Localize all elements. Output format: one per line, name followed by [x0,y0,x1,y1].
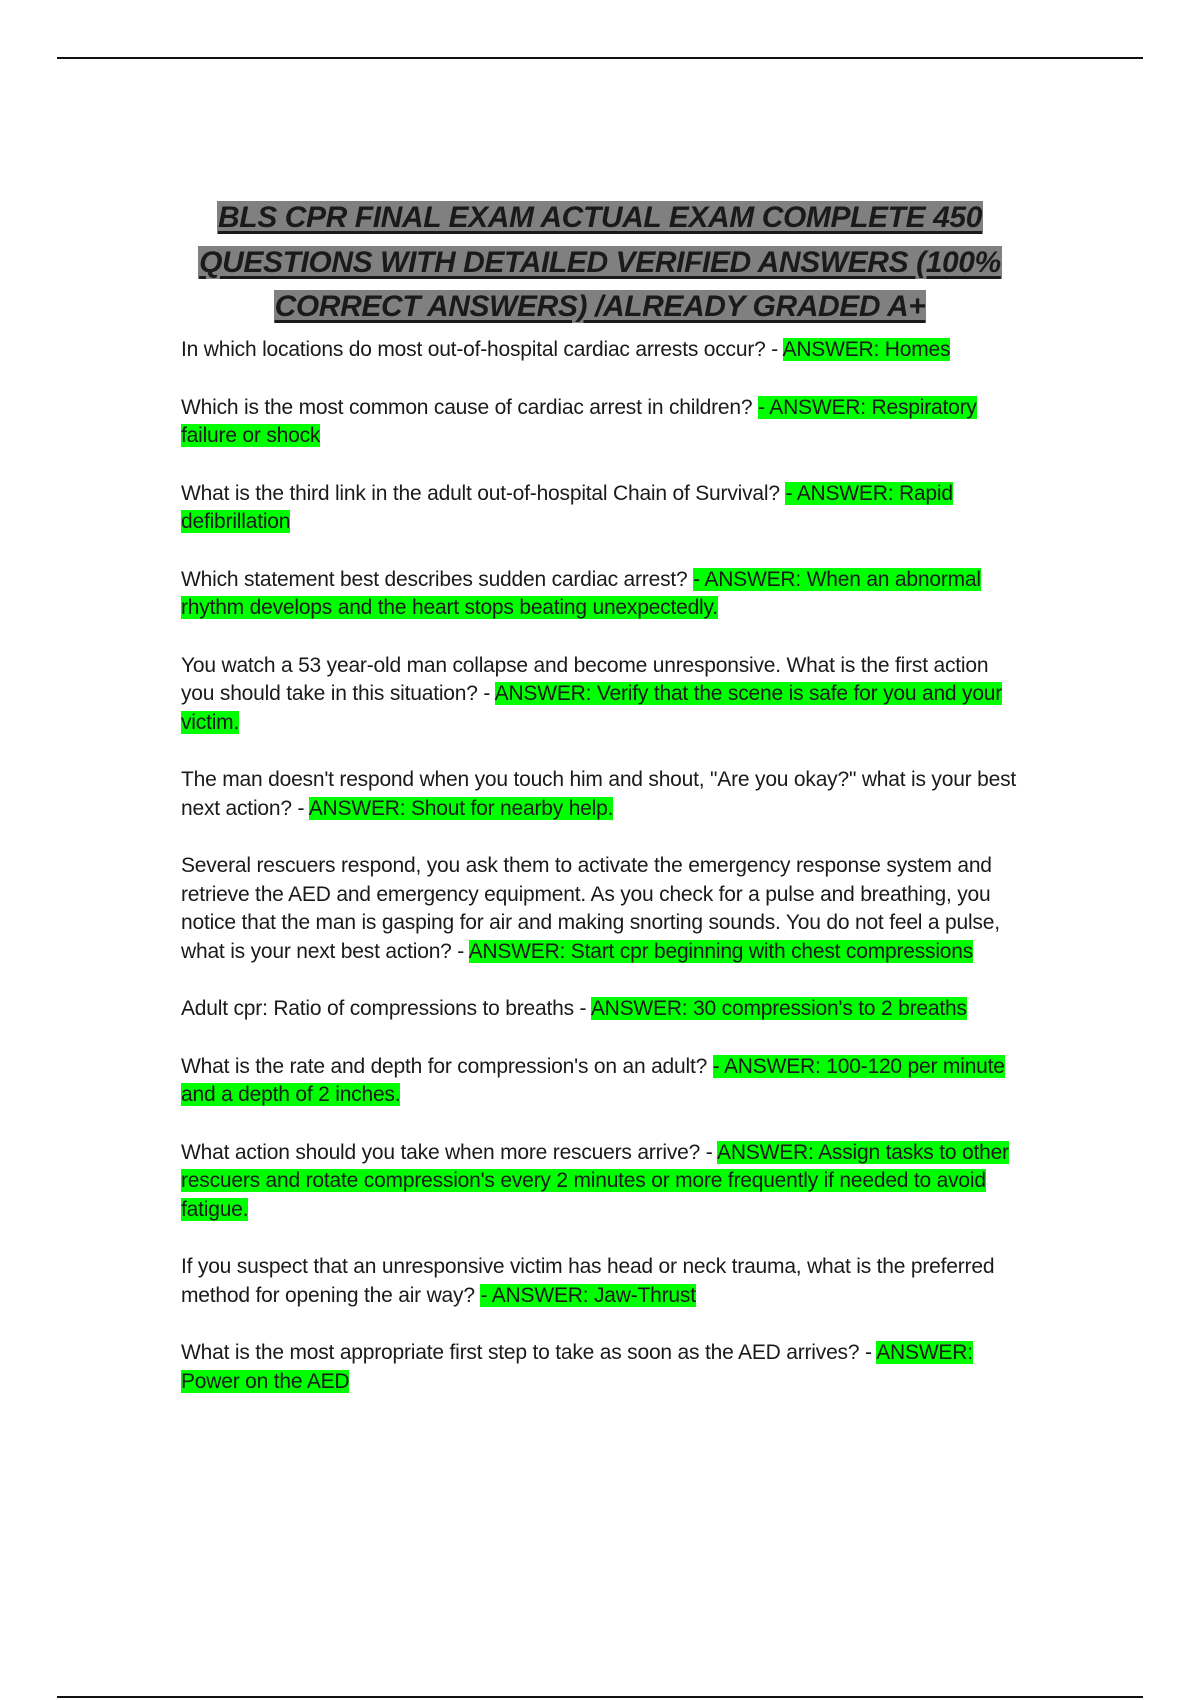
title-line-3: CORRECT ANSWERS) /ALREADY GRADED A+ [274,290,926,324]
question-text: Which is the most common cause of cardiac arrest in children? [181,395,759,419]
question-text: What is the third link in the adult out-of-hospital Chain of Survival? [181,481,786,505]
question-text: What action should you take when more rescuers arrive? - [181,1140,718,1164]
top-rule [57,57,1143,59]
qa-item [181,1053,1026,1110]
qa-item [181,1139,1026,1225]
question-text: What is the rate and depth for compression's on an adult? [181,1054,713,1078]
qa-list [181,336,1026,1425]
answer-text: - ANSWER: When an abnormal rhythm develops and the heart stops beating unexpectedly. [181,567,981,619]
answer-text: ANSWER: Assign tasks to other rescuers and rotate compression's every 2 minutes or more frequently if needed to avoid fatigue. [181,1140,1009,1221]
qa-item [181,652,1026,738]
question-text: Several rescuers respond, you ask them to activate the emergency response system and retrieve the AED and emergency equipment. As you check for a pulse and breathing, you notice that the man is gasping for air and making snorting sounds. You do not feel a pulse, what is your next best action? - [181,854,1000,963]
question-text: Which statement best describes sudden cardiac arrest? [181,567,694,591]
question-text: In which locations do most out-of-hospital cardiac arrests occur? - [181,338,783,361]
qa-item [181,1253,1026,1310]
question-text: If you suspect that an unresponsive victim has head or neck trauma, what is the preferred method for opening the air way? [181,1255,995,1307]
question-text: The man doesn't respond when you touch him and shout, "Are you okay?" what is your best next action? - [181,768,1017,820]
answer-text: ANSWER: Shout for nearby help. [308,796,614,820]
question-text: What is the most appropriate first step to take as soon as the AED arrives? - [181,1341,877,1364]
qa-item [181,766,1026,823]
question-text: You watch a 53 year-old man collapse and become unresponsive. What is the first action you should take in this situation? - [181,653,989,705]
qa-item [181,394,1026,451]
document-title [170,196,1030,330]
qa-item [181,1339,1026,1396]
answer-text: - ANSWER: 100-120 per minute and a depth of 2 inches. [181,1054,1005,1106]
answer-text: - ANSWER: Respiratory failure or shock [181,395,977,447]
question-text: Adult cpr: Ratio of compressions to breaths - [181,997,591,1020]
qa-item [181,336,1026,365]
bottom-rule [57,1696,1143,1698]
answer-text: ANSWER: Start cpr beginning with chest compressions [468,939,974,963]
qa-item [181,995,1026,1024]
title-line-1: BLS CPR FINAL EXAM ACTUAL EXAM COMPLETE 450 [218,201,982,235]
answer-text: ANSWER: Power on the AED [181,1341,973,1393]
answer-text: ANSWER: 30 compression's to 2 breaths [590,997,967,1020]
answer-text: ANSWER: Homes [782,338,951,361]
qa-item [181,852,1026,966]
qa-item [181,480,1026,537]
answer-text: - ANSWER: Rapid defibrillation [181,481,953,533]
answer-text: ANSWER: Verify that the scene is safe for you and your victim. [181,682,1003,734]
title-line-2: QUESTIONS WITH DETAILED VERIFIED ANSWERS (100% [199,245,1001,279]
answer-text: - ANSWER: Jaw-Thrust [480,1283,696,1307]
qa-item [181,566,1026,623]
